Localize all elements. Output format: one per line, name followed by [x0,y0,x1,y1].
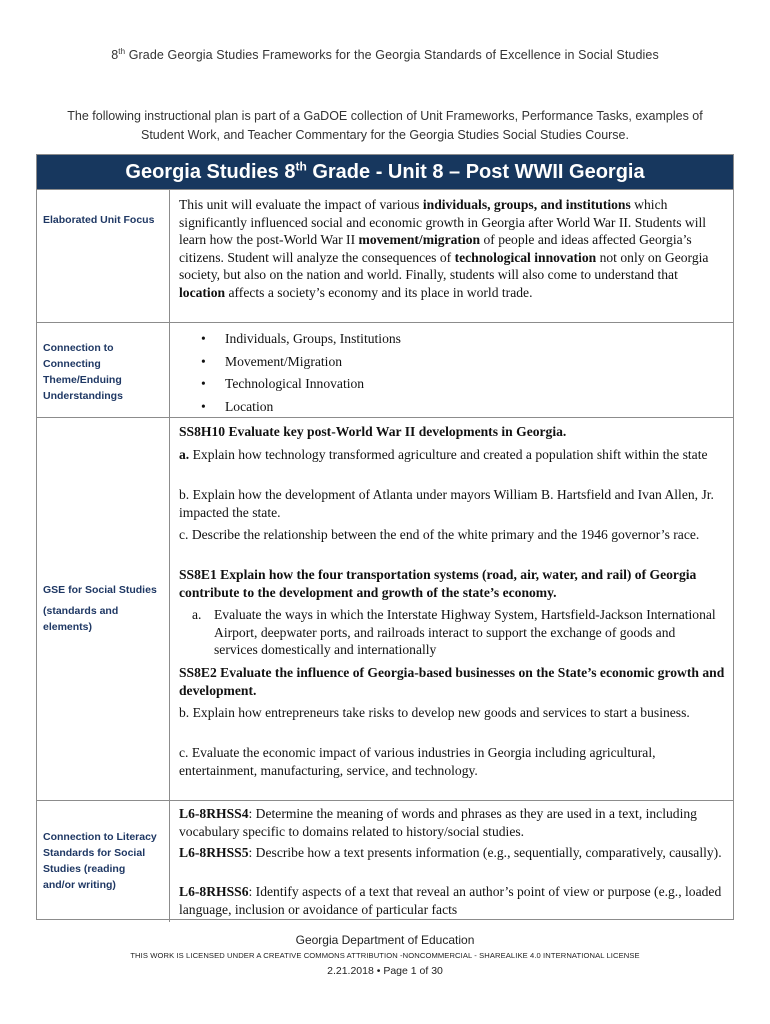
literacy-label [43,829,157,893]
list-item [179,396,401,419]
focus-label-cell [37,190,170,323]
standard-text: : Identify aspects of a text that reveal an author’s point of view or purpose (e.g., loaded language, inclusion or avoidance of particular facts [179,884,722,917]
gse-label-line: elements) [43,621,93,633]
focus-bold: technological innovation [454,249,597,265]
standard-code: L6-8RHSS5 [179,845,249,860]
connection-label-line: Understandings [43,390,123,402]
connection-label-line: Connection to [43,342,114,354]
intro-paragraph: The following instructional plan is part of a GaDOE collection of Unit Frameworks, Performance Tasks, examples of Student Work, and Teacher Commentary for the Georgia Studies Social Studies Course. [67,109,703,142]
footer-page-info: 2.21.2018 • Page 1 of 30 [327,965,443,977]
list-item-text: Location [225,398,274,414]
gse-label-line: GSE for Social Studies [43,584,157,596]
literacy-label-line: and/or writing) [43,879,116,891]
ss8h10-element-b: b. Explain how the development of Atlanta under mayors William B. Hartsfield and Ivan Allen, Jr. impacted the state. [179,487,714,520]
list-item-text: Movement/Migration [225,353,343,369]
list-item-text: Technological Innovation [225,376,365,392]
literacy-standard-5 [179,844,725,862]
focus-text: This unit will evaluate the impact of various [179,197,423,212]
connection-label [43,340,123,404]
ss8h10-element-c: c. Describe the relationship between the end of the white primary and the 1946 governor’s race. [179,527,700,542]
connection-label-line: Connecting [43,358,101,370]
ss8h10-element-a [179,446,725,464]
unit-title-banner [37,155,733,189]
bullet-icon: • [201,353,206,369]
connection-row [37,322,733,418]
literacy-label-line: Connection to Literacy [43,831,157,843]
standard-title: SS8E1 Explain how the four transportation systems (road, air, water, and rail) of Georgia contribute to the development and growth of the state’s economy. [179,567,697,600]
standard-text: : Determine the meaning of words and phrases as they are used in a text, including vocabulary specific to domains related to history/social studies. [179,806,697,839]
standard-code: L6-8RHSS4 [179,806,249,821]
literacy-standard-6 [179,883,725,918]
gse-label-line: (standards and [43,605,119,617]
standard-code: L6-8RHSS6 [179,884,249,899]
standard-title: SS8H10 Evaluate key post-World War II developments in Georgia. [179,424,567,439]
header-grade-suffix: th [118,47,126,56]
ss8e2-element-b: b. Explain how entrepreneurs take risks to develop new goods and services to start a business. [179,705,690,720]
bullet-icon: • [201,376,206,392]
list-item [179,351,401,374]
list-item [179,328,401,351]
connection-label-line: Theme/Enduing [43,374,122,386]
list-item [179,373,401,396]
standard-text: : Describe how a text presents information (e.g., sequentially, comparatively, causally). [248,845,722,860]
ss8e1-element-a [192,606,722,659]
focus-text: of people and ideas affected Georgia’s citizens. Student will analyze the consequences of [179,232,692,265]
focus-text: affects a society’s economy and its place in world trade. [225,284,533,300]
ss8e2-title [179,664,725,699]
header-title: Grade Georgia Studies Frameworks for the Georgia Standards of Excellence in Social Studies [125,48,659,63]
literacy-label-line: Studies (reading [43,863,126,875]
gse-row [37,417,733,801]
focus-label: Elaborated Unit Focus [43,214,155,226]
list-item-text: Individuals, Groups, Institutions [225,331,401,346]
focus-text: which significantly influenced social and economic growth in Georgia after World War II. Students will learn how the post-World War II [179,197,707,247]
focus-bold: individuals, groups, and institutions [422,197,631,212]
footer-department: Georgia Department of Education [295,933,475,947]
element-letter: a. [179,447,190,462]
document-header [0,47,770,62]
unit-title-sup: th [295,159,307,174]
focus-row [37,189,733,323]
standard-title: SS8E2 Evaluate the influence of Georgia-based businesses on the State’s economic growth and development. [179,665,725,698]
footer-license: THIS WORK IS LICENSED UNDER A CREATIVE COMMONS ATTRIBUTION -NONCOMMERCIAL - SHAREALIKE 4.0 INTERNATIONAL LICENSE [130,951,640,960]
literacy-label-line: Standards for Social [43,847,146,859]
ss8e1-title [179,566,725,601]
bullet-icon: • [201,398,206,414]
literacy-standard-4 [179,805,725,840]
header-grade: 8 [111,48,119,63]
focus-bold: location [179,284,226,300]
ss8e2-element-c: c. Evaluate the economic impact of various industries in Georgia including agricultural, entertainment, manufacturing, service, and technology. [179,745,656,778]
focus-text: not only on Georgia society, but also on the nation and world. Finally, students will also come to understand that [179,249,709,282]
element-text: Evaluate the ways in which the Interstate Highway System, Hartsfield-Jackson International Airport, deepwater ports, and railroads interact to support the exchange of goods and services domestically and internationally [214,607,716,657]
literacy-label-cell [37,801,170,922]
literacy-row [37,800,733,922]
gse-label-cell [37,418,170,801]
unit-framework-table [36,154,734,920]
focus-paragraph [179,196,725,301]
bullet-icon: • [201,331,206,346]
element-text: Explain how technology transformed agriculture and created a population shift within the state [189,447,708,462]
connection-label-cell [37,323,170,418]
unit-title-part1: Georgia Studies 8 [125,161,296,183]
unit-title-part2: Grade - Unit 8 – Post WWII Georgia [306,161,645,183]
element-letter: a. [192,607,202,622]
gse-label [43,582,157,635]
ss8h10-title [179,423,725,441]
focus-bold: movement/migration [358,232,481,247]
enduring-understandings-list [179,328,401,418]
